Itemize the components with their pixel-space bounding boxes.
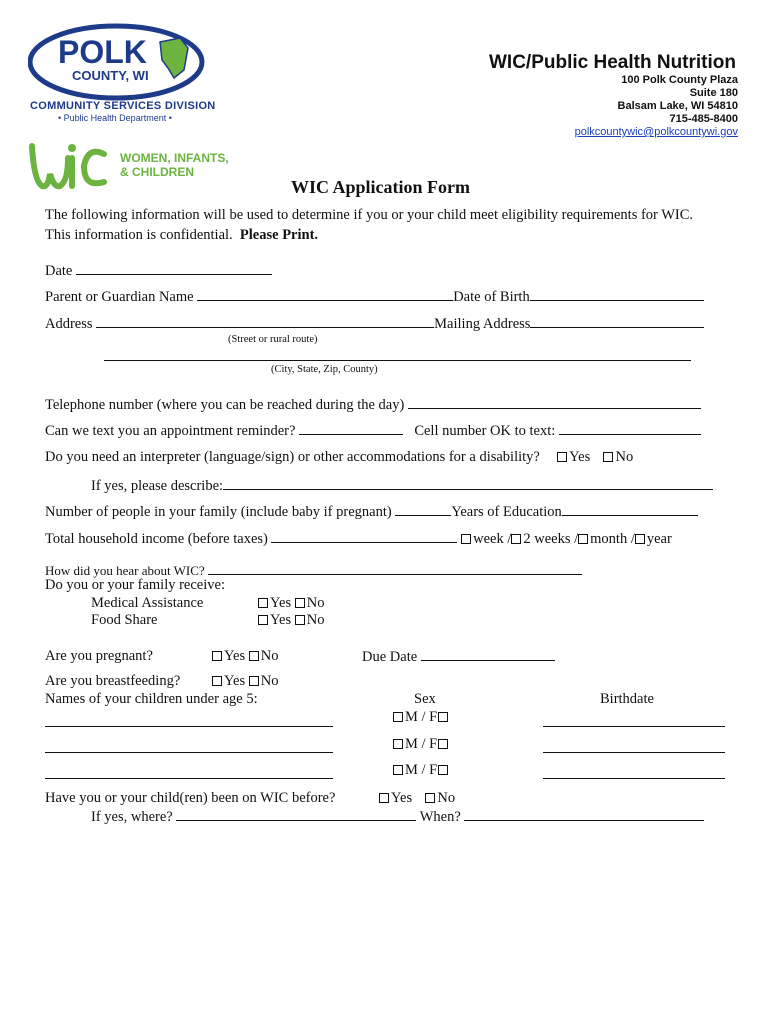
two-weeks-checkbox[interactable] (511, 534, 521, 544)
interpreter-no-label: No (615, 449, 634, 465)
address-field[interactable] (96, 315, 434, 328)
dob-label: Date of Birth (453, 289, 530, 305)
sex-header: Sex (414, 691, 436, 707)
date-label: Date (45, 263, 73, 279)
due-label: Due Date (362, 649, 418, 665)
been-on-no-label: No (437, 790, 456, 806)
two-weeks-label: 2 weeks (523, 531, 571, 547)
year-checkbox[interactable] (635, 534, 645, 544)
intro-line-2 (45, 227, 318, 244)
wic-logo (28, 136, 110, 196)
hear-field[interactable] (208, 562, 582, 575)
child-m-checkbox[interactable] (393, 739, 403, 749)
cell-ok-label: Cell number OK to text: (414, 423, 556, 439)
child-birthdate-field[interactable] (543, 752, 725, 753)
date-row (45, 262, 272, 280)
foodshare-yes-label: Yes (270, 612, 292, 628)
medical-yes-label: Yes (270, 595, 292, 611)
been-on-yes-checkbox[interactable] (379, 793, 389, 803)
due-field[interactable] (421, 648, 555, 661)
child-birthdate-field[interactable] (543, 726, 725, 727)
child-name-field[interactable] (45, 778, 333, 779)
telephone-field[interactable] (408, 396, 701, 409)
year-label: year (646, 531, 672, 547)
due-row (362, 648, 555, 666)
department-label: • Public Health Department • (58, 113, 172, 123)
address-line-1: 100 Polk County Plaza (621, 74, 738, 86)
interpreter-row (45, 449, 633, 466)
been-on-label: Have you or your child(ren) been on WIC before? (45, 790, 336, 806)
intro-please-print: Please Print. (239, 227, 319, 243)
describe-row (91, 477, 713, 495)
income-label: Total household income (before taxes) (45, 531, 268, 547)
address-row (45, 315, 704, 333)
pregnant-yes-checkbox[interactable] (212, 651, 222, 661)
slash-3: / (630, 531, 635, 547)
pregnant-label: Are you pregnant? (45, 648, 153, 664)
foodshare-label: Food Share (91, 612, 158, 628)
child-m-checkbox[interactable] (393, 765, 403, 775)
telephone-row (45, 396, 701, 414)
slash-1: / (507, 531, 512, 547)
address-label: Address (45, 316, 93, 332)
family-count-label: Number of people in your family (include baby if pregnant) (45, 504, 392, 520)
child-sex-options (393, 736, 450, 753)
wic-tagline-1: WOMEN, INFANTS, (120, 151, 229, 165)
child-name-field[interactable] (45, 752, 333, 753)
form-title: WIC Application Form (291, 177, 471, 197)
foodshare-yes-checkbox[interactable] (258, 615, 268, 625)
dob-field[interactable] (530, 288, 704, 301)
child-birthdate-field[interactable] (543, 778, 725, 779)
where-field[interactable] (176, 808, 416, 821)
breastfeeding-options (212, 673, 278, 690)
pregnant-no-label: No (260, 648, 279, 664)
email-link[interactable]: polkcountywic@polkcountywi.gov (574, 126, 738, 138)
breastfeeding-label: Are you breastfeeding? (45, 673, 181, 689)
street-hint: (Street or rural route) (228, 334, 318, 345)
slash-2: / (574, 531, 579, 547)
medical-no-label: No (306, 595, 325, 611)
cell-ok-field[interactable] (559, 422, 701, 435)
foodshare-no-label: No (306, 612, 325, 628)
pregnant-no-checkbox[interactable] (249, 651, 259, 661)
child-sex-options (393, 709, 450, 726)
family-row (45, 503, 698, 521)
been-on-no-checkbox[interactable] (425, 793, 435, 803)
intro-confidential: This information is confidential. (45, 227, 233, 243)
interpreter-yes-label: Yes (569, 449, 591, 465)
where-row (91, 808, 704, 826)
income-row (45, 530, 672, 548)
city-hint: (City, State, Zip, County) (271, 364, 378, 375)
child-sex-label: M / F (405, 736, 438, 752)
org-title: WIC/Public Health Nutrition (489, 52, 736, 73)
child-name-field[interactable] (45, 726, 333, 727)
receive-label: Do you or your family receive: (45, 577, 225, 593)
address-city: Balsam Lake, WI 54810 (617, 100, 738, 112)
medical-options (258, 595, 324, 612)
mailing-field[interactable] (530, 315, 704, 328)
foodshare-no-checkbox[interactable] (295, 615, 305, 625)
date-field[interactable] (76, 262, 272, 275)
child-f-checkbox[interactable] (438, 712, 448, 722)
child-m-checkbox[interactable] (393, 712, 403, 722)
child-f-checkbox[interactable] (438, 765, 448, 775)
week-checkbox[interactable] (461, 534, 471, 544)
division-label: COMMUNITY SERVICES DIVISION (30, 100, 216, 112)
when-label: When? (419, 809, 461, 825)
where-label: If yes, where? (91, 809, 173, 825)
child-f-checkbox[interactable] (438, 739, 448, 749)
foodshare-options (258, 612, 324, 629)
mailing-label: Mailing Address (434, 316, 531, 332)
guardian-label: Parent or Guardian Name (45, 289, 194, 305)
intro-line-1: The following information will be used to determine if you or your child meet eligibility requirements for WIC. (45, 207, 694, 223)
birthdate-header: Birthdate (600, 691, 654, 707)
week-label: week (473, 531, 504, 547)
pregnant-options (212, 648, 278, 665)
breastfeeding-yes-label: Yes (224, 673, 246, 689)
describe-label: If yes, please describe: (91, 478, 224, 494)
guardian-row (45, 288, 704, 306)
address-line-2: Suite 180 (689, 87, 738, 99)
medical-no-checkbox[interactable] (295, 598, 305, 608)
medical-label: Medical Assistance (91, 595, 204, 611)
education-label: Years of Education (451, 504, 562, 520)
pregnant-yes-label: Yes (224, 648, 246, 664)
been-on-options (379, 790, 455, 807)
interpreter-no-checkbox[interactable] (603, 452, 613, 462)
phone-number: 715-485-8400 (669, 113, 738, 125)
income-field[interactable] (271, 530, 457, 543)
month-checkbox[interactable] (578, 534, 588, 544)
child-sex-label: M / F (405, 762, 438, 778)
text-reminder-field[interactable] (299, 422, 403, 435)
month-label: month (590, 531, 628, 547)
child-sex-label: M / F (405, 709, 438, 725)
hear-label: How did you hear about WIC? (45, 563, 205, 578)
describe-field[interactable] (223, 477, 713, 490)
education-field[interactable] (562, 503, 698, 516)
city-field[interactable] (104, 360, 691, 361)
family-count-field[interactable] (395, 503, 451, 516)
medical-yes-checkbox[interactable] (258, 598, 268, 608)
breastfeeding-no-checkbox[interactable] (249, 676, 259, 686)
breastfeeding-yes-checkbox[interactable] (212, 676, 222, 686)
text-reminder-label: Can we text you an appointment reminder? (45, 423, 296, 439)
been-on-yes-label: Yes (391, 790, 413, 806)
text-reminder-row (45, 422, 701, 440)
wic-tagline-2: & CHILDREN (120, 165, 194, 179)
breastfeeding-no-label: No (260, 673, 279, 689)
interpreter-label: Do you need an interpreter (language/sign) or other accommodations for a disability? (45, 449, 540, 465)
logo-polk-text: POLK (58, 34, 147, 70)
logo-county-text: COUNTY, WI (72, 68, 149, 83)
child-sex-options (393, 762, 450, 779)
interpreter-yes-checkbox[interactable] (557, 452, 567, 462)
guardian-field[interactable] (197, 288, 453, 301)
when-field[interactable] (464, 808, 704, 821)
children-label: Names of your children under age 5: (45, 691, 258, 707)
telephone-label: Telephone number (where you can be reached during the day) (45, 397, 405, 413)
